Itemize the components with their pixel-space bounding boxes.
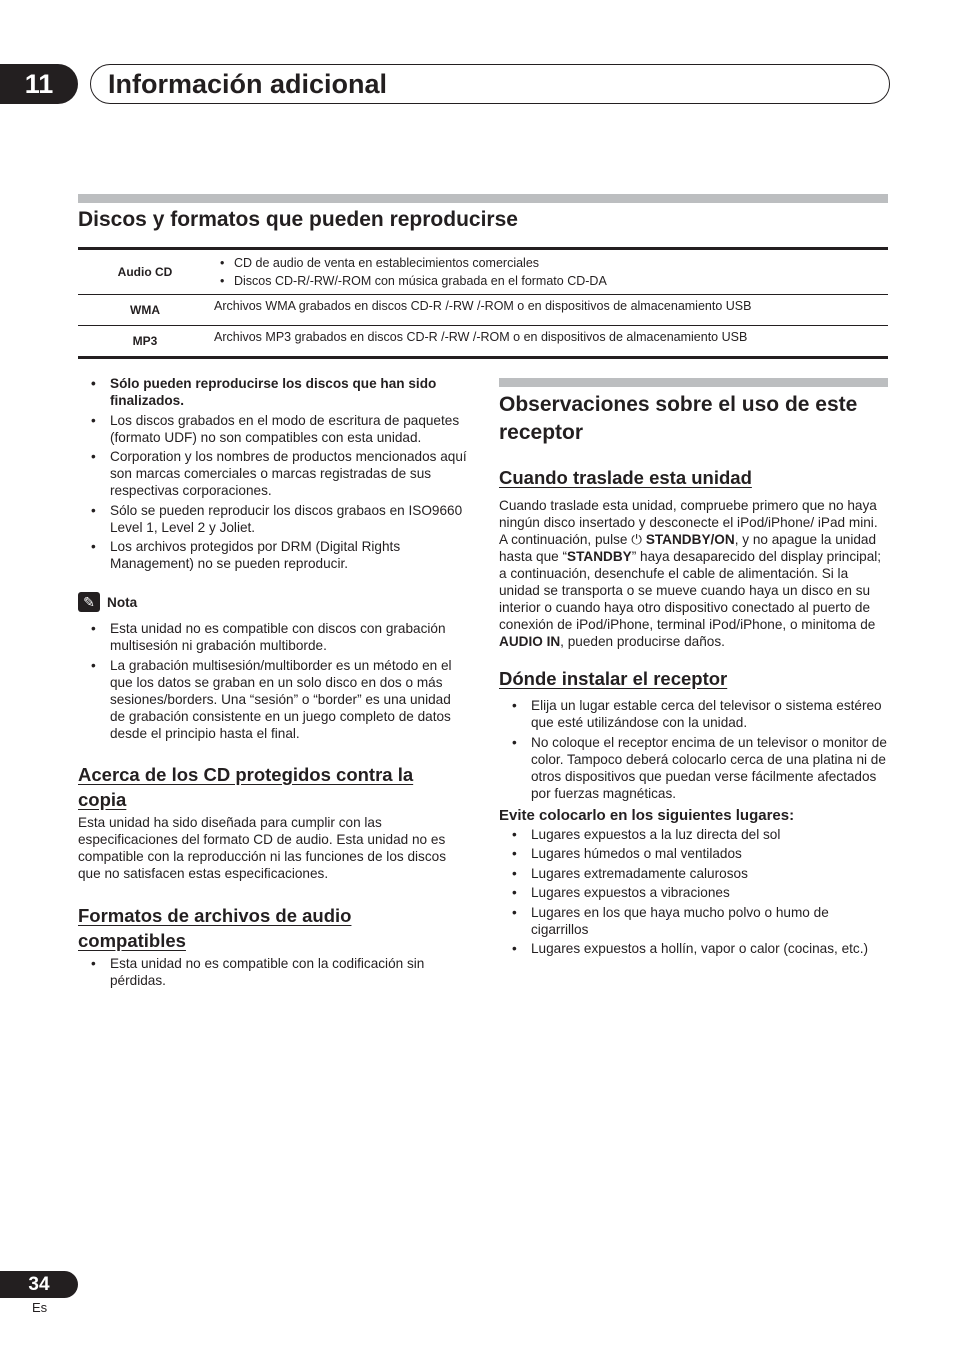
text-span: , pueden producirse daños. xyxy=(560,634,725,649)
table-row xyxy=(78,295,888,326)
list-item: • Sólo se pueden reproducir los discos grabaos en ISO9660 Level 1, Level 2 y Joliet. xyxy=(78,502,468,536)
list-item: • Discos CD-R/-RW/-ROM con música grabada en el formato CD-DA xyxy=(214,272,888,290)
description-cell: Archivos MP3 grabados en discos CD-R /-RW /-ROM o en dispositivos de almacenamiento USB xyxy=(212,326,888,358)
list-item: • Lugares expuestos a hollín, vapor o calor (cocinas, etc.) xyxy=(499,940,889,957)
section-title-observations: Observaciones sobre el uso de este receptor xyxy=(499,393,858,444)
protected-cd-text: Esta unidad ha sido diseñada para cumplir con las especificaciones del formato CD de audio. Esta unidad no es compatible con la reproducción ni las funciones de los discos que no satisfacen estas especificaciones. xyxy=(78,814,446,881)
format-cell: Audio CD xyxy=(117,265,173,279)
list-item: • Sólo pueden reproducirse los discos que han sido finalizados. xyxy=(78,375,468,409)
moving-text xyxy=(499,497,887,650)
right-column xyxy=(499,391,889,960)
text-span: , y no apague la unidad hasta que “ xyxy=(499,532,877,564)
list-item: • Elija un lugar estable cerca del televisor o sistema estéreo que esté utilizándose con la unidad. xyxy=(499,697,889,731)
description-cell xyxy=(212,249,888,295)
avoid-list xyxy=(499,826,889,958)
install-list xyxy=(499,697,889,802)
subsection-title-moving: Cuando traslade esta unidad xyxy=(499,467,752,488)
disc-notes-list xyxy=(78,375,468,572)
list-item: • Esta unidad no es compatible con la codificación sin pérdidas. xyxy=(78,955,468,989)
note-label: Nota xyxy=(107,594,138,610)
section-title-formats: Discos y formatos que pueden reproducirse xyxy=(78,208,518,231)
section-divider xyxy=(499,378,888,387)
list-item: • Lugares expuestos a vibraciones xyxy=(499,884,889,901)
list-item: • Lugares extremadamente calurosos xyxy=(499,865,889,882)
left-column xyxy=(78,375,468,991)
key-standby: STANDBY xyxy=(567,549,632,564)
power-icon: ⏻ xyxy=(631,532,643,547)
list-item: • CD de audio de venta en establecimientos comerciales xyxy=(214,254,888,272)
chapter-number: 11 xyxy=(0,64,78,104)
format-cell: MP3 xyxy=(78,326,212,358)
note-list xyxy=(78,620,468,742)
list-item: • Esta unidad no es compatible con discos con grabación multisesión ni grabación multiborde. xyxy=(78,620,468,654)
text-span: ” haya desaparecido del display principal; a continuación, desenchufe el cable de alimentación. Si la unidad se transporta o se mueve cuando haya un disco en su interior o cuando haya otro dispositivo conectado al puerto de conexión de iPod/iPhone, terminal iPod/iPhone, o minitoma de xyxy=(499,549,882,632)
list-item: • Lugares húmedos o mal ventilados xyxy=(499,845,889,862)
list-item: • La grabación multisesión/multiborder es un método en el que los datos se graban en un solo disco en dos o más sesiones/borders. Una “sesión” o “border” es una unidad de grabación consistente en un juego completo de datos desde el principio hasta el final. xyxy=(78,657,468,742)
subsection-title-protected-cd: Acerca de los CD protegidos contra la copia xyxy=(78,763,414,810)
subsection-title-audio-formats: Formatos de archivos de audio compatibles xyxy=(78,904,352,951)
list-item: • Lugares en los que haya mucho polvo o humo de cigarrillos xyxy=(499,904,889,938)
list-item: • Lugares expuestos a la luz directa del sol xyxy=(499,826,889,843)
formats-table xyxy=(78,247,888,359)
list-item: • Los archivos protegidos por DRM (Digital Rights Management) no se pueden reproducir. xyxy=(78,538,468,572)
list-item: • Los discos grabados en el modo de escritura de paquetes (formato UDF) no son compatibles con esta unidad. xyxy=(78,412,468,446)
list-item: • No coloque el receptor encima de un televisor o monitor de color. Tampoco deberá colocarlo cerca de una platina ni de otros dispositivos que puedan verse fácilmente afectados por fuerzas magnéticas. xyxy=(499,734,889,802)
key-standby-on: STANDBY/ON xyxy=(645,532,735,547)
subsection-title-install: Dónde instalar el receptor xyxy=(499,668,728,689)
avoid-heading: Evite colocarlo en los siguientes lugares: xyxy=(499,806,795,824)
pencil-icon: ✎ xyxy=(78,592,100,612)
audio-formats-list xyxy=(78,955,468,989)
text-span: Cuando traslade esta unidad, compruebe primero que no haya ningún disco insertado y desconecte el iPod/iPhone/ iPad mini. A continuación, pulse xyxy=(499,498,878,547)
description-cell: Archivos WMA grabados en discos CD-R /-RW /-ROM o en dispositivos de almacenamiento USB xyxy=(212,295,888,326)
note-header xyxy=(78,592,468,612)
format-cell: WMA xyxy=(78,295,212,326)
language-code: Es xyxy=(32,1300,48,1315)
table-row xyxy=(78,249,888,295)
list-item: • Corporation y los nombres de productos mencionados aquí son marcas comerciales o marcas registradas de sus respectivas corporaciones. xyxy=(78,448,468,499)
key-audio-in: AUDIO IN xyxy=(499,634,561,649)
page-number: 34 xyxy=(0,1271,78,1298)
chapter-title: Información adicional xyxy=(108,69,388,99)
section-divider xyxy=(78,194,888,203)
table-row xyxy=(78,326,888,358)
